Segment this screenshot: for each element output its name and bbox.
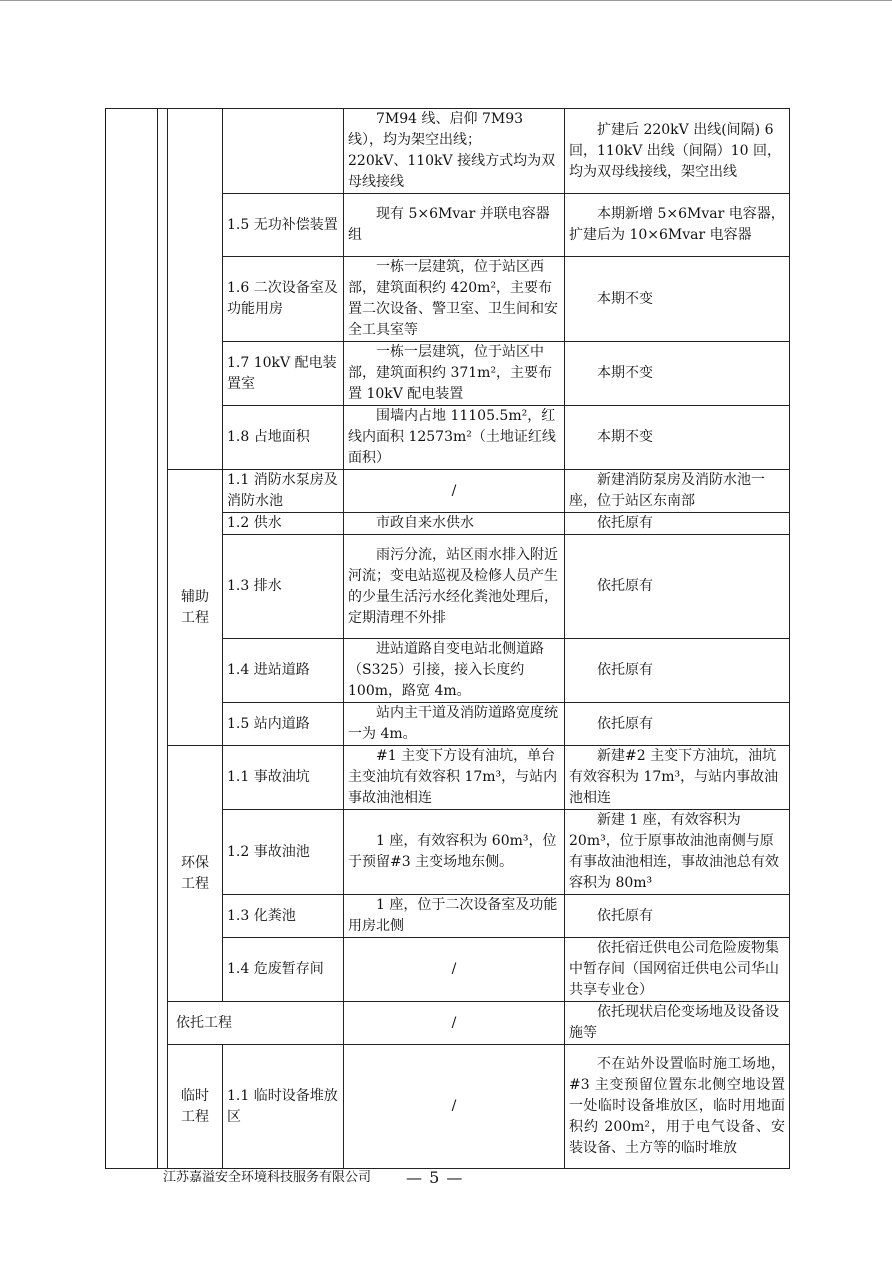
current-situation-cell: 一栋一层建筑，位于站区中部，建筑面积约 371m²，主要布置 10kV 配电装置 bbox=[344, 342, 565, 406]
current-situation-cell: / bbox=[344, 1002, 565, 1045]
expansion-cell: 本期不变 bbox=[565, 342, 790, 406]
expansion-cell: 新建消防泵房及消防水池一座，位于站区东南部 bbox=[565, 470, 790, 513]
sub-project-cell: 1.3 排水 bbox=[223, 535, 344, 639]
sub-project-cell: 1.1 临时设备堆放区 bbox=[223, 1045, 344, 1169]
sub-project-cell: 1.1 消防水泵房及消防水池 bbox=[223, 470, 344, 513]
main-project-cell: 依托工程 bbox=[168, 1002, 344, 1045]
table-row bbox=[106, 1045, 790, 1169]
current-situation-cell: 进站道路自变电站北侧道路（S325）引接，接入长度约 100m，路宽 4m。 bbox=[344, 639, 565, 703]
page-number: — 5 — bbox=[406, 1168, 464, 1187]
sub-project-cell: 1.5 无功补偿装置 bbox=[223, 194, 344, 257]
expansion-cell: 依托原有 bbox=[565, 703, 790, 746]
expansion-cell: 依托原有 bbox=[565, 535, 790, 639]
expansion-cell: 依托原有 bbox=[565, 513, 790, 535]
current-situation-cell: 围墙内占地 11105.5m²，红线内面积 12573m²（土地证红线面积） bbox=[344, 406, 565, 470]
current-situation-cell: 1 座，位于二次设备室及功能用房北侧 bbox=[344, 895, 565, 938]
sub-project-cell: 1.6 二次设备室及功能用房 bbox=[223, 257, 344, 342]
gap-column bbox=[158, 109, 168, 1169]
expansion-cell: 新建#2 主变下方油坑，油坑有效容积为 17m³，与站内事故油池相连 bbox=[565, 746, 790, 810]
expansion-cell: 依托原有 bbox=[565, 639, 790, 703]
expansion-cell: 本期不变 bbox=[565, 257, 790, 342]
main-project-cell: 辅助工程 bbox=[168, 470, 223, 746]
current-situation-cell: 一栋一层建筑，位于站区西部，建筑面积约 420m²，主要布置二次设备、警卫室、卫生间和安全工具室等 bbox=[344, 257, 565, 342]
sub-project-cell: 1.2 事故油池 bbox=[223, 810, 344, 895]
sub-project-cell bbox=[223, 109, 344, 194]
project-composition-table bbox=[105, 108, 790, 1169]
sub-project-cell: 1.1 事故油坑 bbox=[223, 746, 344, 810]
sub-project-cell: 1.4 危废暂存间 bbox=[223, 938, 344, 1002]
current-situation-cell: 市政自来水供水 bbox=[344, 513, 565, 535]
main-project-cell: 临时工程 bbox=[168, 1045, 223, 1169]
current-situation-cell: 站内主干道及消防道路宽度统一为 4m。 bbox=[344, 703, 565, 746]
current-situation-cell: 现有 5×6Mvar 并联电容器组 bbox=[344, 194, 565, 257]
expansion-cell: 本期不变 bbox=[565, 406, 790, 470]
current-situation-cell: #1 主变下方设有油坑，单台主变油坑有效容积 17m³，与站内事故油池相连 bbox=[344, 746, 565, 810]
expansion-cell: 依托宿迁供电公司危险废物集中暂存间（国网宿迁供电公司华山共享专业仓） bbox=[565, 938, 790, 1002]
table-row bbox=[106, 746, 790, 810]
current-situation-cell: / bbox=[344, 1045, 565, 1169]
expansion-cell: 新建 1 座，有效容积为 20m³，位于原事故油池南侧与原有事故油池相连，事故油池总有效容积为 80m³ bbox=[565, 810, 790, 895]
expansion-cell: 扩建后 220kV 出线(间隔) 6 回，110kV 出线（间隔）10 回，均为双母线接线，架空出线 bbox=[565, 109, 790, 194]
expansion-cell: 不在站外设置临时施工场地，#3 主变预留位置东北侧空地设置一处临时设备堆放区，临时用地面积约 200m²，用于电气设备、安装设备、土方等的临时堆放 bbox=[565, 1045, 790, 1169]
current-situation-cell: 1 座，有效容积为 60m³，位于预留#3 主变场地东侧。 bbox=[344, 810, 565, 895]
sub-project-cell: 1.4 进站道路 bbox=[223, 639, 344, 703]
expansion-cell: 依托原有 bbox=[565, 895, 790, 938]
expansion-cell: 本期新增 5×6Mvar 电容器，扩建后为 10×6Mvar 电容器 bbox=[565, 194, 790, 257]
sub-project-cell: 1.3 化粪池 bbox=[223, 895, 344, 938]
outer-category-cell bbox=[106, 109, 158, 1169]
sub-project-cell: 1.2 供水 bbox=[223, 513, 344, 535]
page-footer bbox=[0, 1167, 892, 1191]
main-project-cell: 环保工程 bbox=[168, 746, 223, 1002]
expansion-cell: 依托现状启伦变场地及设备设施等 bbox=[565, 1002, 790, 1045]
sub-project-cell: 1.5 站内道路 bbox=[223, 703, 344, 746]
table-row bbox=[106, 470, 790, 513]
table-row bbox=[106, 109, 790, 194]
sub-project-cell: 1.8 占地面积 bbox=[223, 406, 344, 470]
current-situation-cell: / bbox=[344, 938, 565, 1002]
current-situation-cell: 7M94 线、启仰 7M93 线），均为架空出线； 220kV、110kV 接线方式均为双母线接线 bbox=[344, 109, 565, 194]
table-row bbox=[106, 1002, 790, 1045]
current-situation-cell: 雨污分流，站区雨水排入附近河流；变电站巡视及检修人员产生的少量生活污水经化粪池处理后，定期清理不外排 bbox=[344, 535, 565, 639]
sub-project-cell: 1.7 10kV 配电装置室 bbox=[223, 342, 344, 406]
main-project-cell bbox=[168, 109, 223, 470]
current-situation-cell: / bbox=[344, 470, 565, 513]
company-name: 江苏嘉溢安全环境科技服务有限公司 bbox=[163, 1170, 372, 1185]
page-top-border bbox=[0, 0, 892, 1]
